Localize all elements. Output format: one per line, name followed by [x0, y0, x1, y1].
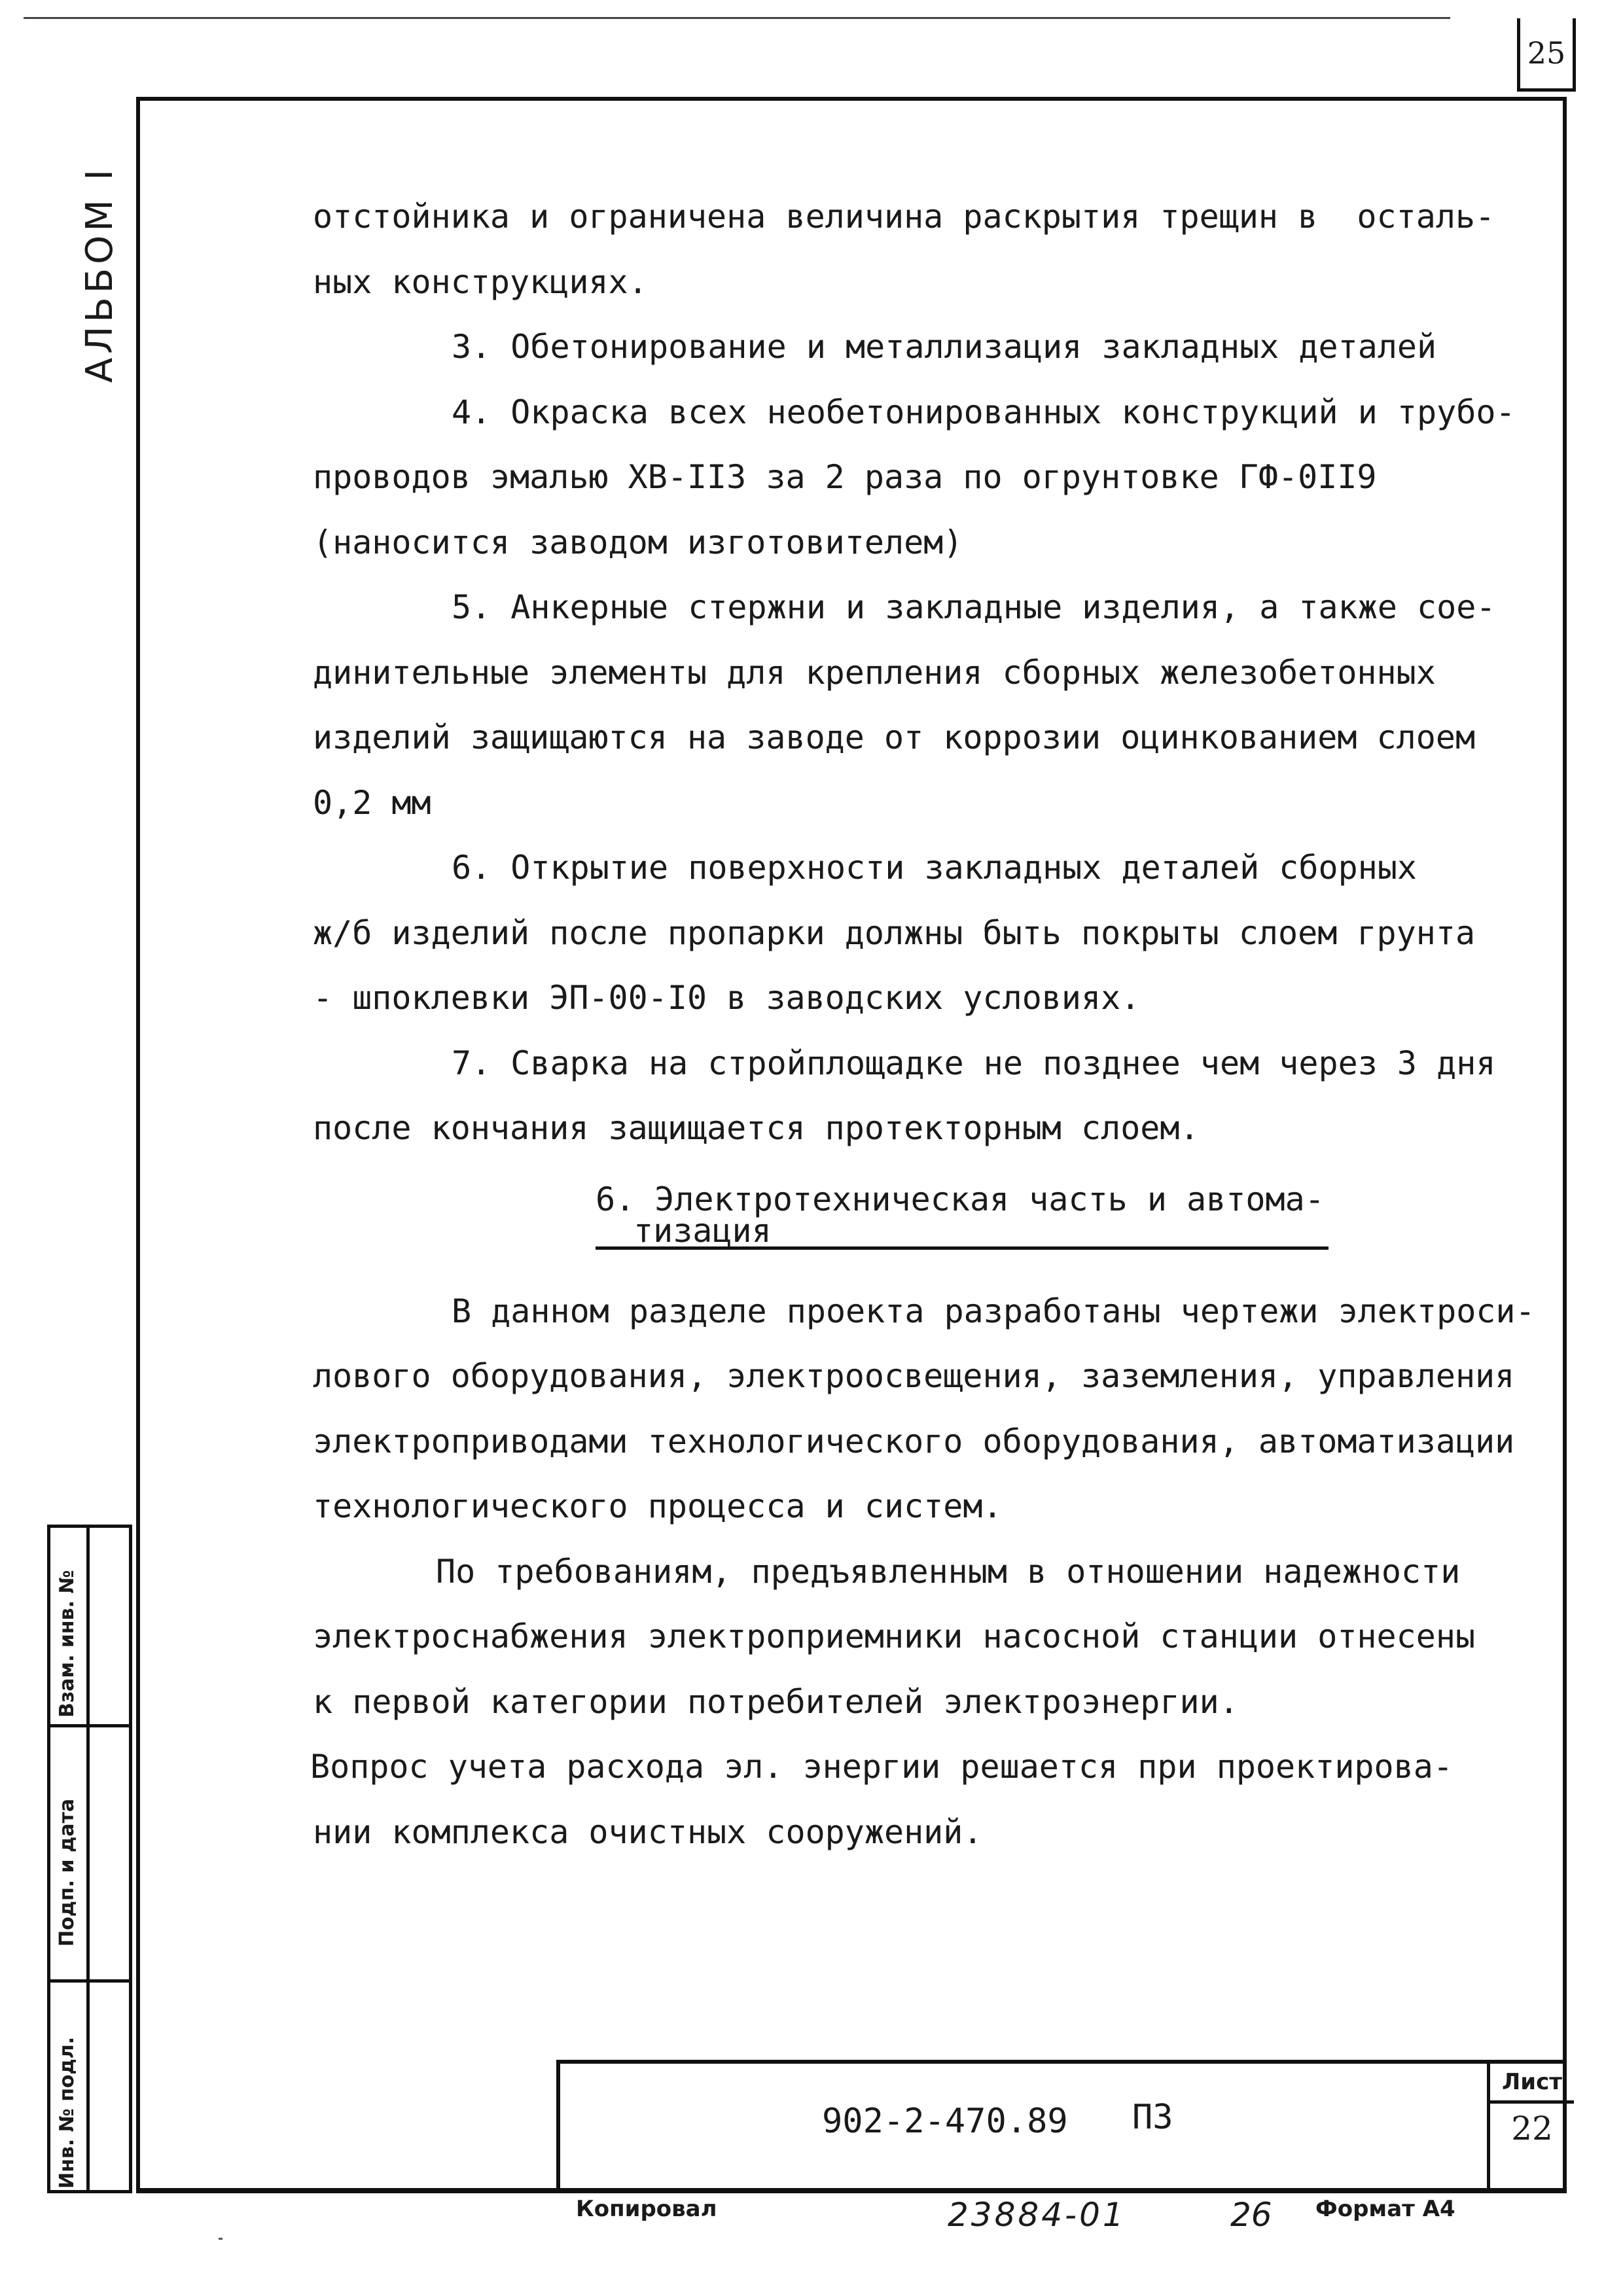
- para-3-line: нии комплекса очистных сооружений.: [313, 1812, 983, 1851]
- top-border-line: [24, 17, 1450, 19]
- section-heading-underline: [596, 1246, 1329, 1250]
- body-line: отстойника и ограничена величина раскрытия трещин в осталь-: [313, 198, 1495, 236]
- footer-page-in-order: 26: [1230, 2196, 1272, 2234]
- section-heading-line-2: тизация: [633, 1211, 772, 1250]
- item-5-line: изделий защищаются на заводе от коррозии оцинкованием слоем: [313, 718, 1476, 756]
- para-2-line: По требованиям, предъявленным в отношении надежности: [436, 1552, 1461, 1591]
- para-1-line: технологического процесса и систем.: [313, 1487, 1003, 1525]
- stamp-podp-data: Подп. и дата: [56, 1798, 79, 1947]
- scan-mark: [219, 2238, 223, 2240]
- sheet-number: 22: [1511, 2110, 1553, 2147]
- stamp-inv-podl: Инв. № подл.: [56, 2036, 79, 2189]
- page-corner-number: 25: [1527, 35, 1566, 71]
- item-7-line: после кончания защищается протекторным слоем.: [313, 1109, 1200, 1147]
- sheet-label: Лист: [1490, 2064, 1574, 2104]
- footer-copied: Копировал: [576, 2196, 717, 2222]
- para-1-line: В данном разделе проекта разработаны чертежи электроси-: [452, 1292, 1535, 1330]
- document-body: [310, 185, 1543, 1865]
- item-5-line: динительные элементы для крепления сборных железобетонных: [313, 653, 1436, 692]
- side-stamp-row-divider: [50, 1979, 129, 1983]
- section-heading-line-1: 6. Электротехническая часть и автома-: [596, 1180, 1325, 1218]
- body-line: ных конструкциях.: [313, 262, 648, 301]
- item-6-line: 6. Открытие поверхности закладных деталей сборных: [452, 849, 1418, 887]
- section-heading: [313, 1181, 1543, 1279]
- footer-order-number: 23884-01: [948, 2196, 1126, 2234]
- album-label: АЛЬБОМ I: [79, 166, 121, 383]
- document-type: ПЗ: [1132, 2098, 1173, 2137]
- side-stamp-divider: [86, 1528, 90, 2190]
- page-corner-box: [1517, 18, 1576, 92]
- para-1-line: электроприводами технологического оборудования, автоматизации: [313, 1422, 1515, 1460]
- stamp-vzam-inv: Взам. инв. №: [56, 1570, 79, 1718]
- para-3-line: Вопрос учета расхода эл. энергии решается при проектирова-: [310, 1748, 1453, 1786]
- item-6-line: ж/б изделий после пропарки должны быть покрыты слоем грунта: [313, 913, 1476, 952]
- para-1-line: лового оборудования, электроосвещения, заземления, управления: [313, 1357, 1515, 1395]
- item-4-line: (наносится заводом изготовителем): [313, 523, 963, 561]
- item-4-line: проводов эмалью ХВ-II3 за 2 раза по огрунтовке ГФ-0II9: [313, 458, 1377, 496]
- item-3: 3. Обетонирование и металлизация закладных деталей: [452, 328, 1437, 366]
- side-stamp-row-divider: [50, 1724, 129, 1727]
- item-5-line: 5. Анкерные стержни и закладные изделия, а также сое-: [452, 588, 1496, 626]
- item-5-line: 0,2 мм: [313, 783, 431, 822]
- para-2-line: к первой категории потребителей электроэнергии.: [313, 1682, 1239, 1721]
- footer-format: Формат А4: [1315, 2196, 1455, 2222]
- item-6-line: - шпоклевки ЭП-00-I0 в заводских условиях.: [313, 979, 1141, 1017]
- side-stamp-table: [47, 1525, 132, 2193]
- title-block: [556, 2060, 1567, 2193]
- document-code: 902-2-470.89: [822, 2102, 1068, 2141]
- sheet-box: [1487, 2064, 1574, 2193]
- item-7-line: 7. Сварка на стройплощадке не позднее чем через 3 дня: [452, 1044, 1496, 1082]
- para-2-line: электроснабжения электроприемники насосной станции отнесены: [313, 1617, 1476, 1655]
- item-4-line: 4. Окраска всех необетонированных конструкций и трубо-: [452, 393, 1516, 431]
